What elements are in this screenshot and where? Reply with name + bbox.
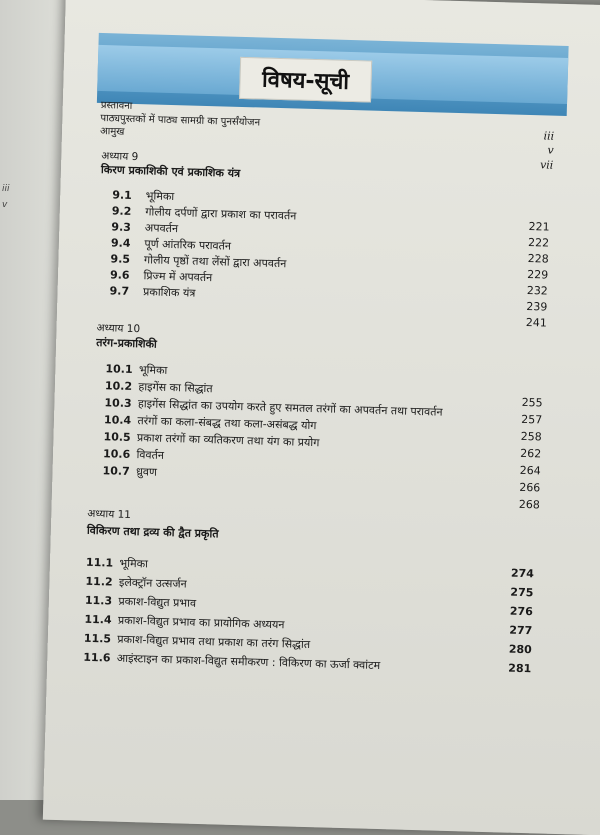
chapter-11-title: विकिरण तथा द्रव्य की द्वैत प्रकृति xyxy=(86,523,219,541)
page-number: 281 xyxy=(508,661,532,676)
page-number: 268 xyxy=(518,497,540,512)
chapter-10-title: तरंग-प्रकाशिकी xyxy=(95,335,158,351)
page-number: 221 xyxy=(528,220,550,234)
chapter-10-label: अध्याय 10 xyxy=(96,321,141,336)
section-entry: 9.2 गोलीय दर्पणों द्वारा प्रकाश का परावर्तन xyxy=(111,204,297,223)
section-entry: 11.6 आइंस्टाइन का प्रकाश-विद्युत समीकरण : विकिरण का ऊर्जा क्वांटम xyxy=(83,650,381,673)
page-number: 266 xyxy=(519,480,541,495)
section-entry: 10.2 हाइगेंस का सिद्धांत xyxy=(104,379,213,396)
front-matter-page: vii xyxy=(539,158,554,172)
page-number: 228 xyxy=(527,251,549,266)
page-number: 264 xyxy=(519,463,541,478)
chapter-9-label: अध्याय 9 xyxy=(101,150,139,164)
page-number: 274 xyxy=(510,566,535,581)
section-entry: 10.4 तरंगों का कला-संबद्ध तथा कला-असंबद्ध योग xyxy=(103,413,317,433)
section-entry: 9.6 प्रिज्म में अपवर्तन xyxy=(109,268,213,285)
section-entry: 11.5 प्रकाश-विद्युत प्रभाव तथा प्रकाश का तरंग सिद्धांत xyxy=(83,631,311,652)
section-entry: 10.3 हाइगेंस सिद्धांत का उपयोग करते हुए समतल तरंगों का अपवर्तन तथा परावर्तन xyxy=(104,396,443,419)
page-number: 257 xyxy=(521,412,543,427)
section-entry: 9.3 अपवर्तन xyxy=(111,220,179,236)
section-entry: 11.4 प्रकाश-विद्युत प्रभाव का प्रायोगिक अध्ययन xyxy=(84,612,285,632)
front-matter-preface: प्रस्तावना xyxy=(100,100,133,112)
page-number: 277 xyxy=(509,623,533,638)
front-matter-page: iii xyxy=(543,129,555,143)
front-matter-page: v xyxy=(547,143,554,157)
section-entry: 9.7 प्रकाशिक यंत्र xyxy=(109,284,196,300)
page-number: 255 xyxy=(521,395,543,410)
section-entry: 10.6 विवर्तन xyxy=(102,447,165,462)
page-title: विषय-सूची xyxy=(239,57,372,103)
section-entry: 9.5 गोलीय पृष्ठों तथा लेंसों द्वारा अपवर्तन xyxy=(110,252,287,271)
page-number: 258 xyxy=(520,429,542,444)
page-number: 229 xyxy=(527,267,549,282)
front-matter-rearrangement: पाठ्यपुस्तकों में पाठ्य सामग्री का पुनर्संयोजन xyxy=(100,113,261,129)
page-number: 276 xyxy=(509,604,534,619)
page-number: 280 xyxy=(508,642,532,657)
section-entry: 10.7 ध्रुवण xyxy=(102,464,158,479)
facing-page-mark: v xyxy=(2,200,8,210)
chapter-9-title: किरण प्रकाशिकी एवं प्रकाशिक यंत्र xyxy=(100,163,241,180)
chapter-11-label: अध्याय 11 xyxy=(87,507,132,522)
page-number: 262 xyxy=(520,446,542,461)
page-number: 232 xyxy=(526,283,548,298)
front-matter-foreword: आमुख xyxy=(99,126,125,138)
section-entry: 10.1 भूमिका xyxy=(105,362,168,377)
section-entry: 11.3 प्रकाश-विद्युत प्रभाव xyxy=(84,593,197,610)
contents-page xyxy=(43,0,600,835)
section-entry: 11.1 भूमिका xyxy=(85,555,149,571)
section-entry: 10.5 प्रकाश तरंगों का व्यतिकरण तथा यंग का प्रयोग xyxy=(103,430,320,450)
section-entry: 9.4 पूर्ण आंतरिक परावर्तन xyxy=(110,236,232,253)
facing-page-mark: iii xyxy=(2,184,10,194)
page-number: 275 xyxy=(510,585,534,600)
page-number: 241 xyxy=(525,315,548,330)
section-entry: 9.1 भूमिका xyxy=(112,188,175,204)
section-entry: 11.2 इलेक्ट्रॉन उत्सर्जन xyxy=(85,574,187,591)
page-number: 239 xyxy=(526,299,548,314)
page-number: 222 xyxy=(527,236,550,250)
